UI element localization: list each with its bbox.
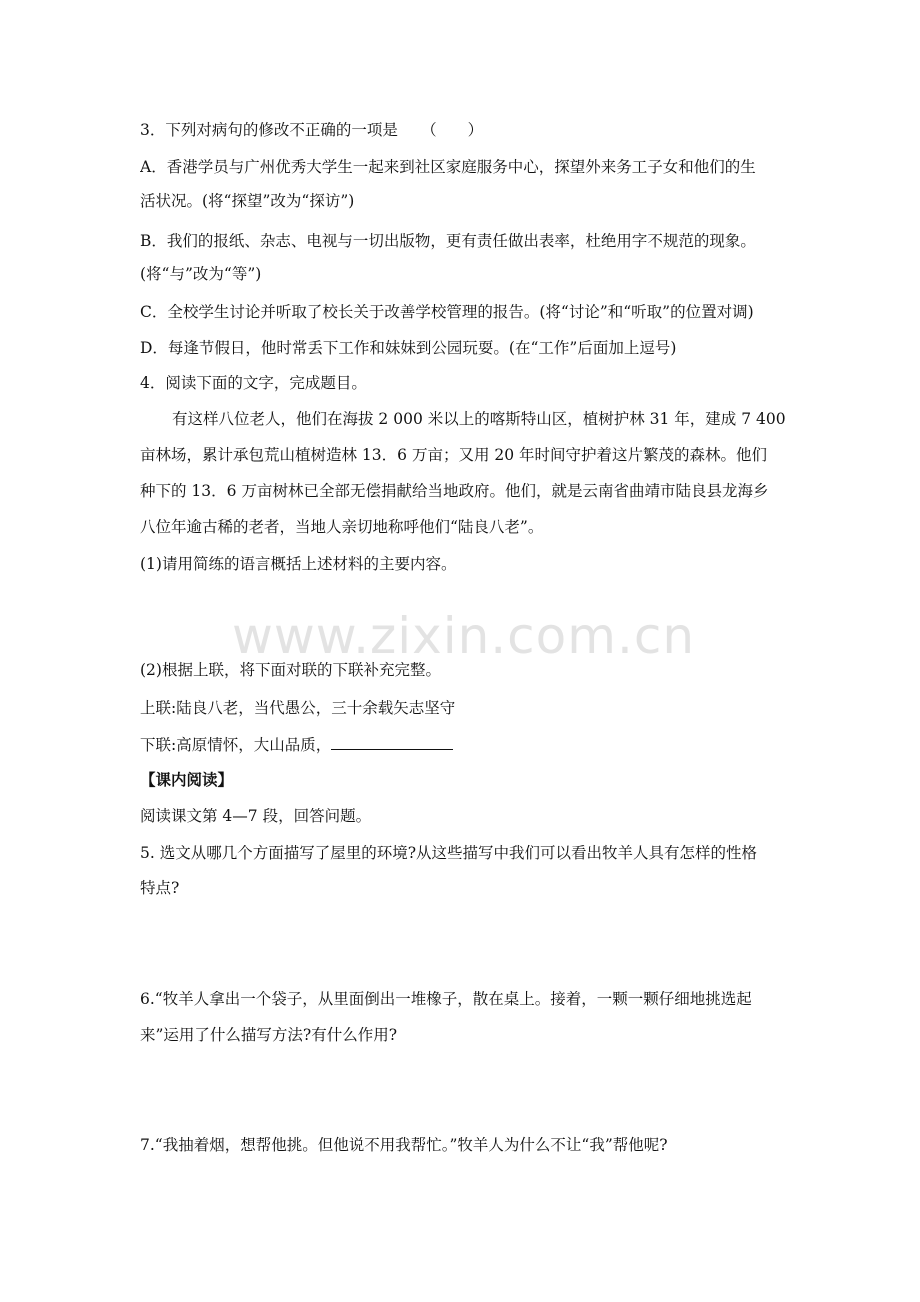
question-3-option-d: D．每逢节假日，他时常丢下工作和妹妹到公园玩耍。(在“工作”后面加上逗号) xyxy=(140,339,677,357)
question-6-line2: 来”运用了什么描写方法?有什么作用? xyxy=(140,1026,398,1044)
question-3-option-b-line2: (将“与”改为“等”) xyxy=(140,265,262,283)
section-instruction: 阅读课文第 4—7 段，回答问题。 xyxy=(140,807,372,825)
question-6-line1: 6.“牧羊人拿出一个袋子，从里面倒出一堆橡子，散在桌上。接着，一颗一颗仔细地挑选起 xyxy=(140,990,752,1008)
answer-blank xyxy=(331,735,453,750)
section-heading: 【课内阅读】 xyxy=(140,770,234,789)
question-3-option-a-line2: 活状况。(将“探望”改为“探访”) xyxy=(140,192,355,210)
upper-couplet: 上联:陆良八老，当代愚公，三十余载矢志坚守 xyxy=(140,699,456,717)
passage-line-2: 亩林场，累计承包荒山植树造林 13．6 万亩；又用 20 年时间守护着这片繁茂的森林。他们 xyxy=(140,446,768,464)
question-3-option-b-line1: B．我们的报纸、杂志、电视与一切出版物，更有责任做出表率，杜绝用字不规范的现象。 xyxy=(140,232,756,250)
lower-couplet-line xyxy=(140,735,800,755)
passage-line-4: 八位年逾古稀的老者，当地人亲切地称呼他们“陆良八老”。 xyxy=(140,518,544,536)
passage-line-3: 种下的 13．6 万亩树林已全部无偿捐献给当地政府。他们，就是云南省曲靖市陆良县龙海乡 xyxy=(140,482,769,500)
question-7-line1: 7.“我抽着烟，想帮他挑。但他说不用我帮忙。”牧羊人为什么不让“我”帮他呢? xyxy=(140,1136,668,1154)
question-3-option-c: C．全校学生讨论并听取了校长关于改善学校管理的报告。(将“讨论”和“听取”的位置对调) xyxy=(140,303,754,321)
watermark: www.zixin.com.cn xyxy=(232,607,696,665)
question-4-stem: 4．阅读下面的文字，完成题目。 xyxy=(140,374,367,392)
question-3-option-a-line1: A．香港学员与广州优秀大学生一起来到社区家庭服务中心，探望外来务工子女和他们的生 xyxy=(140,158,756,176)
question-4-sub1: (1)请用简练的语言概括上述材料的主要内容。 xyxy=(140,555,457,573)
question-5-line2: 特点? xyxy=(140,879,180,897)
question-5-line1: 5. 选文从哪几个方面描写了屋里的环境?从这些描写中我们可以看出牧羊人具有怎样的性格 xyxy=(140,844,758,862)
question-3-stem: 3．下列对病句的修改不正确的一项是 （ ） xyxy=(140,121,484,139)
question-4-sub2: (2)根据上联，将下面对联的下联补充完整。 xyxy=(140,661,441,679)
lower-couplet: 下联:高原情怀，大山品质， xyxy=(140,736,332,754)
passage-line-1: 有这样八位老人，他们在海拔 2 000 米以上的喀斯特山区，植树护林 31 年，建成 7 400 xyxy=(172,410,786,428)
